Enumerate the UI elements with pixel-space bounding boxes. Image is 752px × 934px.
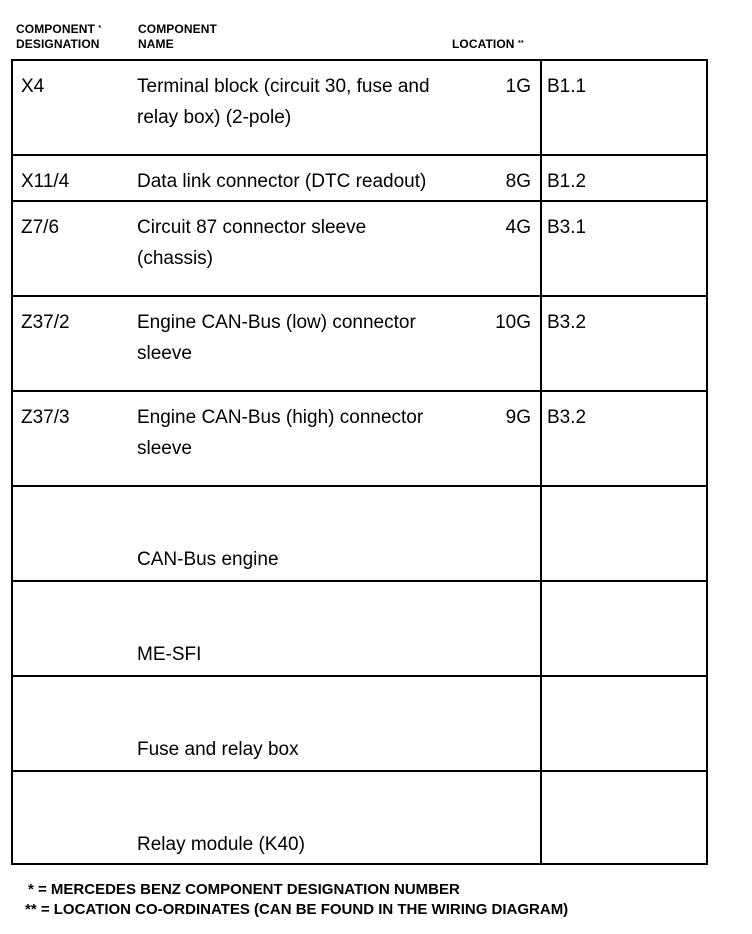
header-name-line2: NAME: [138, 37, 174, 51]
header-location-label: LOCATION: [452, 37, 515, 51]
component-designation: X11/4: [21, 171, 70, 192]
location-coordinate: B3.2: [547, 407, 587, 428]
component-name-line: Data link connector (DTC readout): [137, 171, 427, 192]
component-name-line: Engine CAN-Bus (low) connector: [137, 312, 416, 333]
location-grid: 1G: [505, 76, 531, 97]
component-designation: Z37/2: [21, 312, 70, 333]
component-name-line: relay box) (2-pole): [137, 107, 292, 128]
component-name: [137, 166, 482, 197]
location-coordinate: B1.2: [547, 171, 587, 192]
component-name-line: Engine CAN-Bus (high) connector: [137, 407, 424, 428]
component-name-line: Relay module (K40): [137, 834, 305, 855]
header-location-mark: **: [518, 40, 524, 47]
component-name-line: Circuit 87 connector sleeve: [137, 217, 367, 238]
table-row: [13, 392, 706, 487]
footnote-location: ** = LOCATION CO-ORDINATES (CAN BE FOUND IN THE WIRING DIAGRAM): [25, 901, 569, 918]
table-row: [13, 156, 706, 202]
location-grid: 9G: [505, 407, 531, 428]
component-name: [137, 307, 482, 369]
component-name-line: Terminal block (circuit 30, fuse and: [137, 76, 430, 97]
component-name-line: ME-SFI: [137, 644, 202, 665]
table-row: [13, 297, 706, 392]
component-name-line: (chassis): [137, 248, 214, 269]
table-row: [13, 677, 706, 772]
component-name: [137, 402, 482, 464]
component-designation: Z37/3: [21, 407, 70, 428]
table-row: [13, 487, 706, 582]
location-grid: 4G: [505, 217, 531, 238]
component-name-line: CAN-Bus engine: [137, 549, 279, 570]
component-designation: X4: [21, 76, 45, 97]
component-name-line: Fuse and relay box: [137, 739, 299, 760]
component-designation: Z7/6: [21, 217, 60, 238]
table-row: [13, 61, 706, 156]
component-name: [137, 544, 482, 575]
component-name-line: sleeve: [137, 343, 192, 364]
component-name: [137, 212, 482, 274]
header-component-label: COMPONENT: [16, 22, 95, 36]
header-designation-label: DESIGNATION: [16, 37, 100, 51]
location-coordinate: B3.2: [547, 312, 587, 333]
location-grid: 8G: [505, 171, 531, 192]
table-row: [13, 202, 706, 297]
header-component-designation: [16, 22, 101, 52]
footnote-designation: * = MERCEDES BENZ COMPONENT DESIGNATION NUMBER: [28, 881, 460, 898]
header-location: [452, 37, 524, 52]
component-table: [11, 59, 708, 865]
footnotes: [25, 880, 569, 920]
header-component-mark: *: [98, 25, 102, 32]
location-grid: 10G: [495, 312, 531, 333]
component-name: [137, 71, 482, 133]
component-name: [137, 829, 482, 860]
component-name: [137, 639, 482, 670]
location-coordinate: B3.1: [547, 217, 587, 238]
table-row: [13, 582, 706, 677]
table-row: [13, 772, 706, 865]
component-name-line: sleeve: [137, 438, 192, 459]
component-name: [137, 734, 482, 765]
header-component-name: [138, 22, 217, 52]
header-name-line1: COMPONENT: [138, 22, 217, 36]
location-coordinate: B1.1: [547, 76, 587, 97]
